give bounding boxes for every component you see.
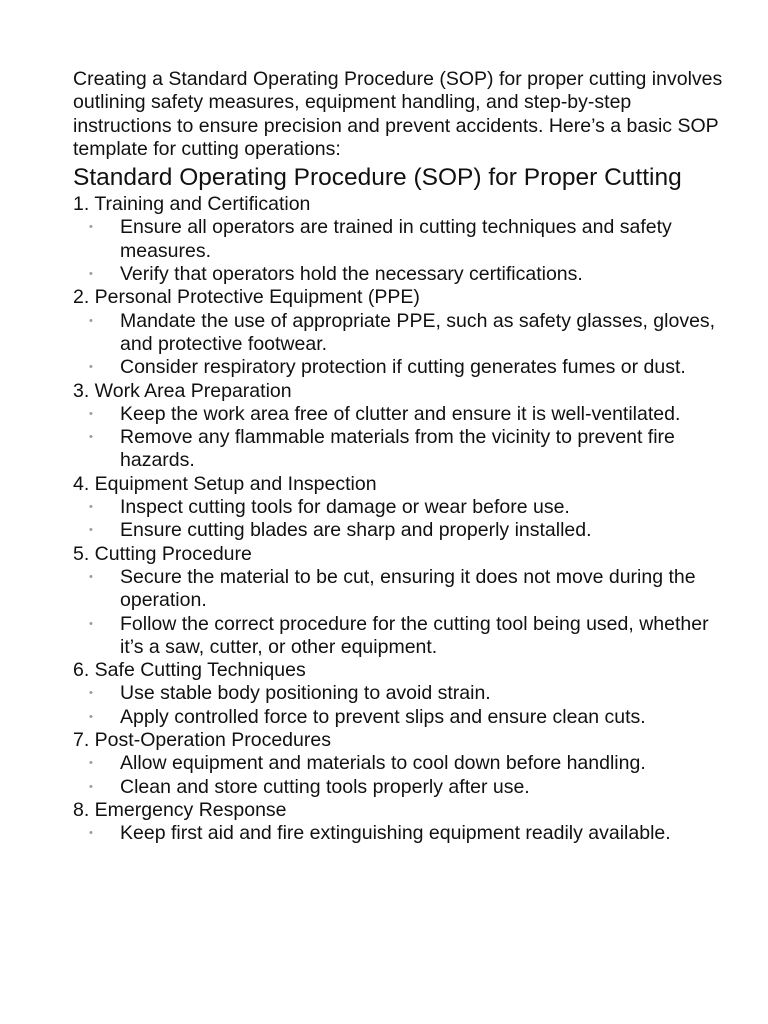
bullet-icon: •	[89, 570, 93, 583]
list-item	[73, 682, 733, 705]
bullet-list	[73, 216, 733, 286]
list-item	[73, 356, 733, 379]
sop-section	[73, 659, 733, 729]
bullet-icon: •	[89, 687, 93, 700]
intro-paragraph: Creating a Standard Operating Procedure (SOP) for proper cutting involves outlining safety measures, equipment handling, and step-by-step instructions to ensure precision and prevent accidents. Here’s a basic SOP template for cutting operations:	[73, 68, 723, 160]
bullet-icon: •	[89, 617, 93, 630]
bullet-icon: •	[89, 780, 93, 793]
list-item	[73, 310, 733, 357]
bullet-list	[73, 822, 733, 845]
list-item	[73, 776, 733, 799]
section-heading: 3. Work Area Preparation	[73, 379, 292, 402]
sop-section	[73, 729, 733, 799]
section-heading: 1. Training and Certification	[73, 193, 311, 216]
section-heading: 8. Emergency Response	[73, 798, 287, 821]
document-title: Standard Operating Procedure (SOP) for Proper Cutting	[73, 164, 682, 192]
bullet-icon: •	[89, 431, 93, 444]
list-item	[73, 263, 733, 286]
sections-list	[73, 193, 733, 845]
bullet-icon: •	[89, 827, 93, 840]
bullet-icon: •	[89, 501, 93, 514]
list-item-text: Use stable body positioning to avoid strain.	[120, 682, 491, 705]
list-item-text: Ensure cutting blades are sharp and properly installed.	[120, 519, 592, 542]
sop-section	[73, 286, 733, 379]
list-item	[73, 752, 733, 775]
bullet-icon: •	[89, 221, 93, 234]
section-heading: 7. Post-Operation Procedures	[73, 729, 331, 752]
list-item	[73, 403, 733, 426]
list-item-text: Ensure all operators are trained in cutting techniques and safety measures.	[120, 216, 672, 262]
bullet-list	[73, 403, 733, 473]
list-item-text: Verify that operators hold the necessary certifications.	[120, 263, 583, 286]
list-item	[73, 426, 733, 473]
list-item-text: Allow equipment and materials to cool down before handling.	[120, 752, 646, 775]
list-item-text: Mandate the use of appropriate PPE, such as safety glasses, gloves, and protective footwear.	[120, 309, 716, 355]
list-item-text: Follow the correct procedure for the cutting tool being used, whether it’s a saw, cutter, or other equipment.	[120, 612, 709, 658]
list-item-text: Clean and store cutting tools properly after use.	[120, 775, 530, 798]
bullet-list	[73, 752, 733, 799]
list-item	[73, 496, 733, 519]
bullet-icon: •	[89, 710, 93, 723]
list-item	[73, 216, 733, 263]
bullet-icon: •	[89, 524, 93, 537]
list-item	[73, 706, 733, 729]
list-item-text: Keep the work area free of clutter and ensure it is well-ventilated.	[120, 402, 681, 425]
sop-section	[73, 543, 733, 659]
bullet-icon: •	[89, 268, 93, 281]
list-item-text: Inspect cutting tools for damage or wear before use.	[120, 496, 570, 519]
list-item	[73, 519, 733, 542]
list-item-text: Secure the material to be cut, ensuring it does not move during the operation.	[120, 565, 696, 612]
bullet-icon: •	[89, 407, 93, 420]
list-item	[73, 566, 733, 613]
bullet-icon: •	[89, 757, 93, 770]
list-item-text: Consider respiratory protection if cutting generates fumes or dust.	[120, 356, 686, 379]
section-heading: 5. Cutting Procedure	[73, 542, 252, 565]
section-heading: 2. Personal Protective Equipment (PPE)	[73, 286, 420, 309]
sop-section	[73, 473, 733, 543]
section-heading: 4. Equipment Setup and Inspection	[73, 472, 377, 495]
list-item-text: Keep first aid and fire extinguishing equipment readily available.	[120, 822, 671, 845]
section-heading: 6. Safe Cutting Techniques	[73, 659, 306, 682]
bullet-list	[73, 496, 733, 543]
sop-section	[73, 193, 733, 286]
list-item-text: Remove any flammable materials from the vicinity to prevent fire hazards.	[120, 426, 675, 472]
bullet-icon: •	[89, 361, 93, 374]
list-item-text: Apply controlled force to prevent slips and ensure clean cuts.	[120, 705, 646, 728]
sop-section	[73, 380, 733, 473]
document-page	[73, 68, 733, 846]
bullet-list	[73, 682, 733, 729]
list-item	[73, 822, 733, 845]
list-item	[73, 613, 733, 660]
bullet-list	[73, 310, 733, 380]
sop-section	[73, 799, 733, 846]
bullet-list	[73, 566, 733, 659]
bullet-icon: •	[89, 314, 93, 327]
